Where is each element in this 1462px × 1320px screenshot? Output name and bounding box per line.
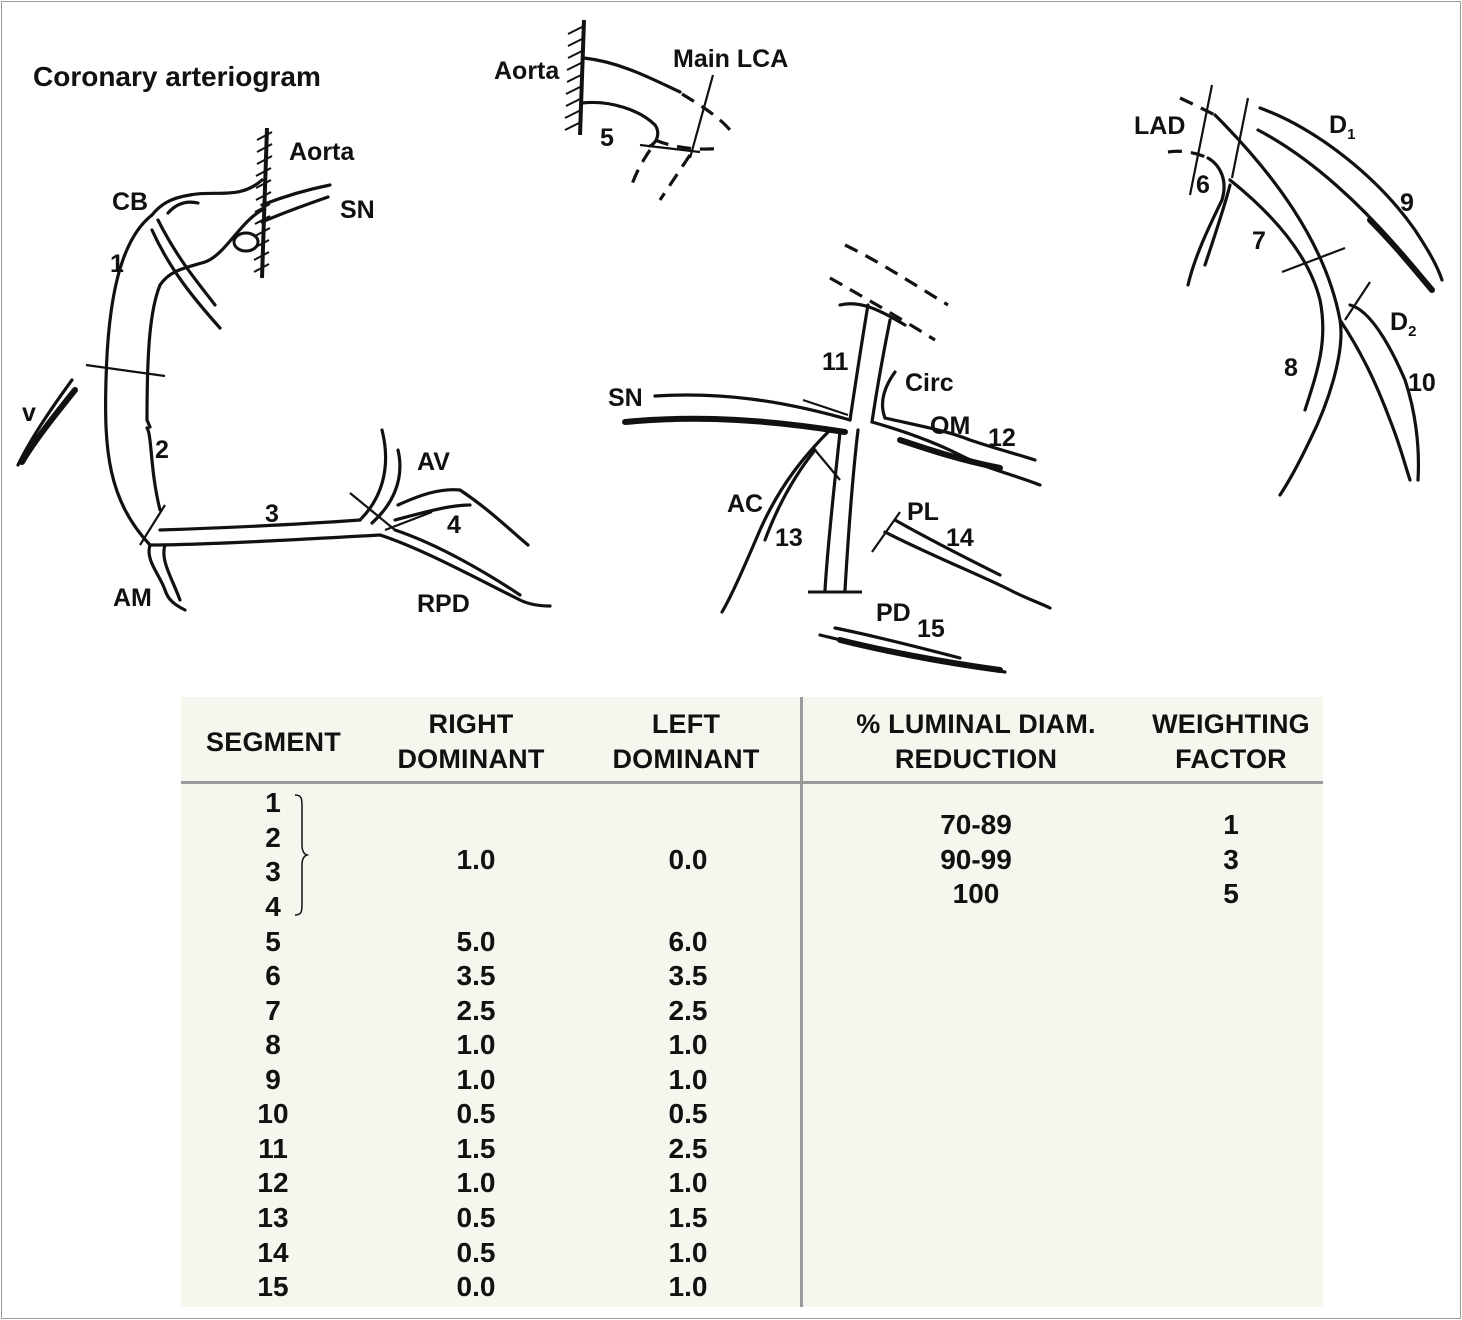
v-label: v: [22, 399, 36, 427]
pd-label: PD: [876, 599, 911, 627]
right-dominant-cell: 0.5: [456, 1202, 496, 1233]
reduction-cell: 70-89: [940, 809, 1012, 840]
segment-cell: 14: [257, 1237, 289, 1268]
left-dominant-cell: 1.5: [668, 1202, 708, 1233]
segment-cell: 12: [257, 1167, 289, 1198]
right-dominant-cell: 1.0: [456, 844, 496, 875]
segment-cell: 6: [265, 960, 281, 991]
rca-aorta-label: Aorta: [289, 138, 355, 166]
lad-label: LAD: [1134, 112, 1186, 140]
segment-cell: 8: [265, 1029, 281, 1060]
factor-cell: 1: [1223, 809, 1239, 840]
right-dominant-cell: 5.0: [456, 926, 496, 957]
segment-cell: 7: [265, 995, 281, 1026]
segment-4-label: 4: [447, 511, 461, 539]
right-dominant-cell: 1.5: [456, 1133, 496, 1164]
right-dominant-cell: 1.0: [456, 1064, 496, 1095]
diagram-title: Coronary arteriogram: [33, 61, 321, 92]
main-lca-label: Main LCA: [673, 45, 789, 73]
rca-panel: [18, 61, 550, 618]
header-right-dominant: RIGHT DOMINANT: [397, 709, 545, 774]
left-dominant-cell: 6.0: [668, 926, 708, 957]
reduction-cell: 100: [952, 878, 1000, 909]
segment-cell: 13: [257, 1202, 289, 1233]
pl-label: PL: [907, 498, 939, 526]
left-dominant-cell: 2.5: [668, 1133, 708, 1164]
segment-15-label: 15: [917, 615, 945, 643]
segment-9-label: 9: [1400, 189, 1414, 217]
left-dominant-cell: 2.5: [668, 995, 708, 1026]
circ-panel: [608, 245, 1050, 672]
reduction-cell: 90-99: [940, 844, 1012, 875]
header-segment: SEGMENT: [206, 727, 341, 757]
group-brace: [293, 793, 309, 917]
rca-sn-label: SN: [340, 196, 375, 224]
right-dominant-cell: 2.5: [456, 995, 496, 1026]
segment-cell: 4: [265, 891, 281, 922]
segment-13-label: 13: [775, 524, 803, 552]
left-dominant-cell: 1.0: [668, 1029, 708, 1060]
segment-cell: 11: [258, 1133, 288, 1164]
av-label: AV: [417, 448, 450, 476]
segment-10-label: 10: [1408, 369, 1436, 397]
segment-12-label: 12: [988, 424, 1016, 452]
segment-1-label: 1: [110, 250, 124, 278]
left-dominant-cell: 3.5: [668, 960, 708, 991]
right-dominant-cell: 3.5: [456, 960, 496, 991]
circ-label: Circ: [905, 369, 954, 397]
segment-7-label: 7: [1252, 227, 1266, 255]
column-divider: [800, 697, 803, 1307]
right-dominant-cell: 1.0: [456, 1167, 496, 1198]
segment-cell: 2: [265, 822, 281, 853]
right-dominant-cell: 0.0: [456, 1271, 496, 1302]
segment-3-label: 3: [265, 500, 279, 528]
right-dominant-cell: 0.5: [456, 1237, 496, 1268]
header-luminal-reduction: % LUMINAL DIAM. REDUCTION: [856, 709, 1096, 774]
ac-label: AC: [727, 490, 764, 518]
factor-cell: 3: [1223, 844, 1239, 875]
segment-cell: 10: [257, 1098, 289, 1129]
lad-panel: [1134, 85, 1442, 495]
om-label: OM: [930, 412, 971, 440]
factor-cell: 5: [1223, 878, 1239, 909]
right-dominant-cell: 1.0: [456, 1029, 496, 1060]
segment-cell: 5: [265, 926, 281, 957]
left-dominant-cell: 1.0: [668, 1064, 708, 1095]
rpd-label: RPD: [417, 590, 470, 618]
header-weighting-factor: WEIGHTING FACTOR: [1152, 709, 1310, 774]
segment-cell: 9: [265, 1064, 281, 1095]
right-dominant-cell: 0.5: [456, 1098, 496, 1129]
header-left-dominant: LEFT DOMINANT: [612, 709, 760, 774]
d1-label: $D_1$: [1329, 111, 1356, 143]
segment-cell: 3: [265, 856, 281, 887]
d2-label: $D_2$: [1390, 308, 1417, 340]
header-divider: [181, 781, 1323, 784]
segment-14-label: 14: [946, 524, 974, 552]
scoring-table: [181, 697, 1323, 1307]
left-dominant-cell: 1.0: [668, 1237, 708, 1268]
segment-cell: 1: [265, 787, 281, 818]
left-dominant-cell: 1.0: [668, 1167, 708, 1198]
segment-2-label: 2: [155, 436, 169, 464]
segment-5-label: 5: [600, 124, 614, 152]
left-dominant-cell: 0.0: [668, 844, 708, 875]
segment-6-label: 6: [1196, 171, 1210, 199]
cb-label: CB: [112, 188, 149, 216]
segment-8-label: 8: [1284, 354, 1298, 382]
circ-sn-label: SN: [608, 384, 643, 412]
segment-11-label: 11: [822, 348, 849, 376]
left-dominant-cell: 1.0: [668, 1271, 708, 1302]
lca-aorta-label: Aorta: [494, 57, 560, 85]
lca-panel: [494, 20, 788, 200]
left-dominant-cell: 0.5: [668, 1098, 708, 1129]
segment-cell: 15: [257, 1271, 289, 1302]
am-label: AM: [113, 584, 152, 612]
